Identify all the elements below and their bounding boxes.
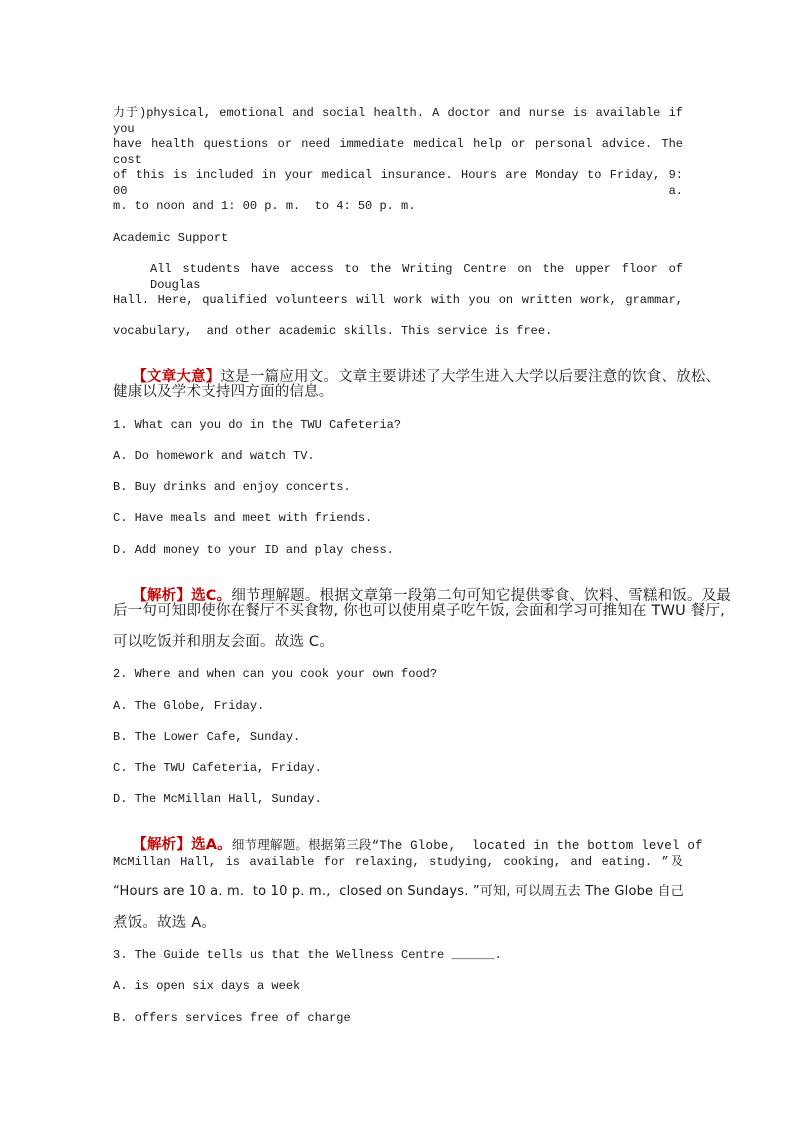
passage-line: m. to noon and 1: 00 p. m. to 4: 50 p. m. [113, 199, 416, 213]
passage-line: vocabulary, and other academic skills. This service is free. [113, 324, 553, 338]
question-option: B. offers services free of charge [113, 1011, 351, 1025]
summary-line: 健康以及学术支持四方面的信息。 [113, 384, 334, 400]
question-option: C. The TWU Cafeteria, Friday. [113, 761, 322, 775]
question-option: A. Do homework and watch TV. [113, 449, 315, 463]
question-stem: 3. The Guide tells us that the Wellness Centre ______. [113, 948, 502, 962]
passage-line: of this is included in your medical insurance. Hours are Monday to Friday, 9: 00 a. [113, 168, 683, 198]
analysis-line: 后一句可知即使你在餐厅不买食物, 你也可以使用桌子吃午饭, 会面和学习可推知在 TWU 餐厅, [113, 603, 725, 619]
summary-tag: 【文章大意】 [132, 369, 221, 385]
analysis-tag: 【解析】 [132, 837, 192, 853]
question-option: A. is open six days a week [113, 979, 301, 993]
passage-line: 力于)physical, emotional and social health. A doctor and nurse is available if you [113, 106, 683, 136]
summary-text: 这是一篇应用文。文章主要讲述了大学生进入大学以后要注意的饮食、放松、 [220, 369, 721, 385]
passage-line: All students have access to the Writing Centre on the upper floor of Douglas [150, 262, 683, 292]
section-heading: Academic Support [113, 231, 229, 245]
analysis-line: 可以吃饭并和朋友会面。故选 C。 [113, 634, 334, 650]
analysis-text: 细节理解题。根据文章第一段第二句可知它提供零食、饮料、雪糕和饭。及最 [231, 588, 732, 604]
question-option: B. Buy drinks and enjoy concerts. [113, 480, 351, 494]
question-stem: 2. Where and when can you cook your own food? [113, 667, 438, 681]
question-option: D. The McMillan Hall, Sunday. [113, 792, 322, 806]
question-option: B. The Lower Cafe, Sunday. [113, 730, 301, 744]
passage-line: Hall. Here, qualified volunteers will work with you on written work, grammar, [113, 293, 683, 307]
question-stem: 1. What can you do in the TWU Cafeteria? [113, 418, 402, 432]
passage-line: have health questions or need immediate medical help or personal advice. The cost [113, 137, 683, 167]
analysis-text: 细节理解题。根据第三段“The Globe, located in the bottom level of [231, 839, 703, 853]
analysis-line: “Hours are 10 a. m. to 10 p. m., closed on Sundays. ”可知, 可以周五去 The Globe 自己 [113, 884, 684, 899]
analysis-line: 煮饭。故选 A。 [113, 915, 217, 931]
question-option: C. Have meals and meet with friends. [113, 511, 373, 525]
analysis-answer: 选A。 [191, 837, 232, 853]
analysis-tag: 【解析】 [132, 588, 192, 604]
question-option: A. The Globe, Friday. [113, 699, 265, 713]
analysis-answer: 选C。 [191, 588, 232, 604]
question-option: D. Add money to your ID and play chess. [113, 543, 394, 557]
analysis-line: McMillan Hall, is available for relaxing, studying, cooking, and eating. ”及 [113, 855, 683, 869]
